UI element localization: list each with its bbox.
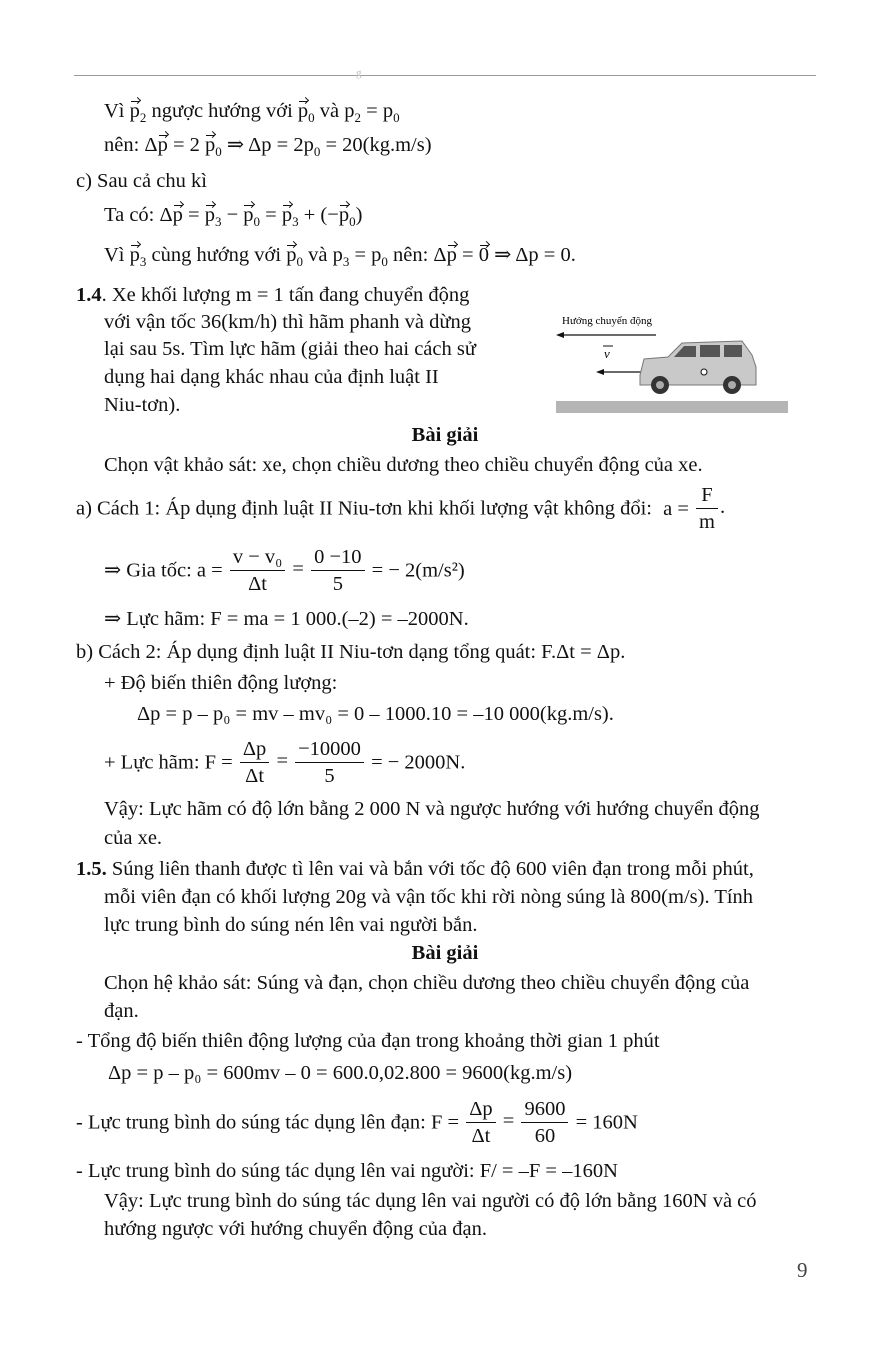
car-body — [640, 341, 756, 394]
ground — [556, 401, 788, 413]
solution-heading-1: Bài giải — [411, 424, 479, 446]
problem-1-4-line-5: Niu-tơn). — [104, 394, 181, 416]
solution-heading-2: Bài giải — [411, 942, 479, 964]
total-momentum-eq: Δp = p – p₀ = 600mv – 0 = 600.0,02.800 = 9600(kg.m/s) — [108, 1062, 573, 1084]
header-rule — [74, 75, 816, 76]
conclusion-2-line-2: hướng ngược với hướng chuyển động của đạn. — [104, 1218, 487, 1240]
braking-force-line: ⇒ Lực hãm: F = ma = 1 000.(–2) = –2000N. — [104, 608, 469, 630]
direction-arrowhead — [556, 332, 564, 338]
problem-1-4-line-1: 1.4. Xe khối lượng m = 1 tấn đang chuyển động — [76, 284, 470, 306]
problem-1-4-line-3: lại sau 5s. Tìm lực hãm (giải theo hai cách sử — [104, 338, 476, 360]
solution-1-intro: Chọn vật khảo sát: xe, chọn chiều dương theo chiều chuyển động của xe. — [104, 454, 703, 476]
line-4: Ta có: $\Delta p = p_3 - p_0 = p_3 + (-p_0)$ — [104, 204, 363, 230]
momentum-change-eq: Δp = p – p₀ = mv – mv₀ = 0 – 1000.10 = –10 000(kg.m/s). — [137, 703, 614, 725]
problem-1-4-line-2: với vận tốc 36(km/h) thì hãm phanh và dừng — [104, 311, 471, 333]
page-number: 9 — [797, 1258, 808, 1282]
conclusion-1-line-1: Vậy: Lực hãm có độ lớn bằng 2 000 N và ngược hướng với hướng chuyển động — [104, 798, 760, 820]
braking-force-formula: + Lực hãm: F = $\frac{\Delta p}{\Delta t}$ = $\frac{-10000}{5}$ = − 2000N. — [104, 738, 466, 787]
total-momentum-label: - Tổng độ biến thiên động lượng của đạn trong khoảng thời gian 1 phút — [76, 1030, 660, 1052]
problem-1-5-line-1: 1.5. Súng liên thanh được tì lên vai và bắn với tốc độ 600 viên đạn trong mỗi phút, — [76, 858, 754, 880]
force-on-bullet: - Lực trung bình do súng tác dụng lên đạn: F = $\frac{\Delta p}{\Delta t}$ = $\frac{9600}{60}$ = 160N — [76, 1098, 638, 1147]
car-figure — [556, 305, 788, 413]
header-mark: g — [356, 67, 362, 79]
line-2: nên: Δp = 2 $p_0$ ⇒ $\Delta p = 2p_0 = 20(kg.m/s)$ — [104, 134, 432, 160]
force-on-shoulder: - Lực trung bình do súng tác dụng lên vai người: F/ = –F = –160N — [76, 1160, 618, 1182]
conclusion-2-line-1: Vậy: Lực trung bình do súng tác dụng lên vai người có độ lớn bằng 160N và có — [104, 1190, 757, 1212]
line-1: Vì $p_2$ ngược hướng với $p_0$ và $p_2 = p_0$ — [104, 100, 400, 126]
problem-1-5-line-2: mỗi viên đạn có khối lượng 20g và vận tốc khi rời nòng súng là 800(m/s). Tính — [104, 886, 754, 908]
line-5: Vì $p_3$ cùng hướng với $p_0$ và $p_3 = p_0$ nên: Δp = 0 ⇒ Δp = 0. — [104, 244, 576, 270]
problem-1-4-line-4: dụng hai dạng khác nhau của định luật II — [104, 366, 439, 388]
problem-1-5-line-3: lực trung bình do súng nén lên vai người bắn. — [104, 914, 478, 936]
solution-2-intro-2: đạn. — [104, 1000, 139, 1022]
velocity-label: v — [604, 346, 610, 361]
method-2-line: b) Cách 2: Áp dụng định luật II Niu-tơn dạng tổng quát: F.Δt = Δp. — [76, 641, 626, 663]
velocity-arrowhead — [596, 369, 604, 375]
acceleration-line: ⇒ Gia tốc: a = $\frac{\text{v − v₀}}{\Delta t}$ = $\frac{0 -10}{5}$ = − 2(m/s²) — [104, 546, 465, 595]
conclusion-1-line-2: của xe. — [104, 827, 163, 849]
momentum-change-label: + Độ biến thiên động lượng: — [104, 672, 338, 694]
item-c: c) Sau cả chu kì — [76, 170, 207, 192]
method-1-line: a) Cách 1: Áp dụng định luật II Niu-tơn khi khối lượng vật không đổi: a = $\frac{F}{m}$ . — [76, 484, 726, 533]
figure-direction-label: Hướng chuyển động — [562, 315, 652, 327]
solution-2-intro-1: Chọn hệ khảo sát: Súng và đạn, chọn chiều dương theo chiều chuyển động của — [104, 972, 750, 994]
